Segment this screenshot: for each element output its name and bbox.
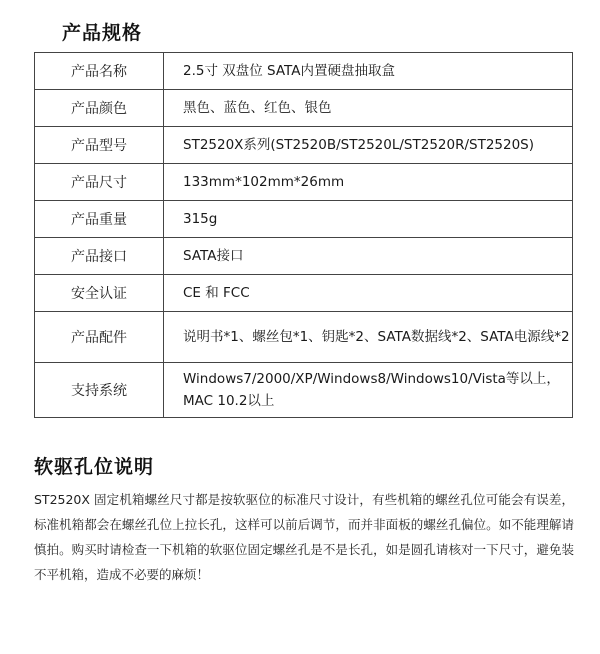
spec-value: Windows7/2000/XP/Windows8/Windows10/Vista等以上，MAC 10.2以上 [164,363,573,418]
spec-value: 315g [164,201,573,238]
spec-value: CE 和 FCC [164,275,573,312]
spec-value: SATA接口 [164,238,573,275]
spec-row-certification [35,275,573,312]
spec-label: 产品型号 [35,127,164,164]
spec-label: 产品配件 [35,312,164,363]
floppy-section-title: 软驱孔位说明 [34,456,155,478]
spec-label: 产品颜色 [35,90,164,127]
spec-value: ST2520X系列(ST2520B/ST2520L/ST2520R/ST2520S) [164,127,573,164]
spec-value: 2.5寸 双盘位 SATA内置硬盘抽取盒 [164,53,573,90]
spec-label: 产品重量 [35,201,164,238]
spec-label: 产品接口 [35,238,164,275]
spec-label: 安全认证 [35,275,164,312]
spec-row-accessories [35,312,573,363]
spec-row-color [35,90,573,127]
spec-table [34,52,573,418]
spec-row-interface [35,238,573,275]
spec-row-weight [35,201,573,238]
spec-label: 产品名称 [35,53,164,90]
spec-row-size [35,164,573,201]
spec-row-model [35,127,573,164]
spec-row-name [35,53,573,90]
spec-value: 133mm*102mm*26mm [164,164,573,201]
spec-section-title: 产品规格 [62,22,143,44]
spec-value: 黑色、蓝色、红色、银色 [164,90,573,127]
floppy-description: ST2520X 固定机箱螺丝尺寸都是按软驱位的标准尺寸设计，有些机箱的螺丝孔位可能会有误差，标准机箱都会在螺丝孔位上拉长孔，这样可以前后调节，而并非面板的螺丝孔偏位。如不能理解请慎拍。购买时请检查一下机箱的软驱位固定螺丝孔是不是长孔，如是圆孔请核对一下尺寸，避免装不平机箱，造成不必要的麻烦！ [34,492,574,582]
spec-row-system [35,363,573,418]
spec-label: 支持系统 [35,363,164,418]
spec-value: 说明书*1、螺丝包*1、钥匙*2、SATA数据线*2、SATA电源线*2 [164,312,573,363]
spec-label: 产品尺寸 [35,164,164,201]
